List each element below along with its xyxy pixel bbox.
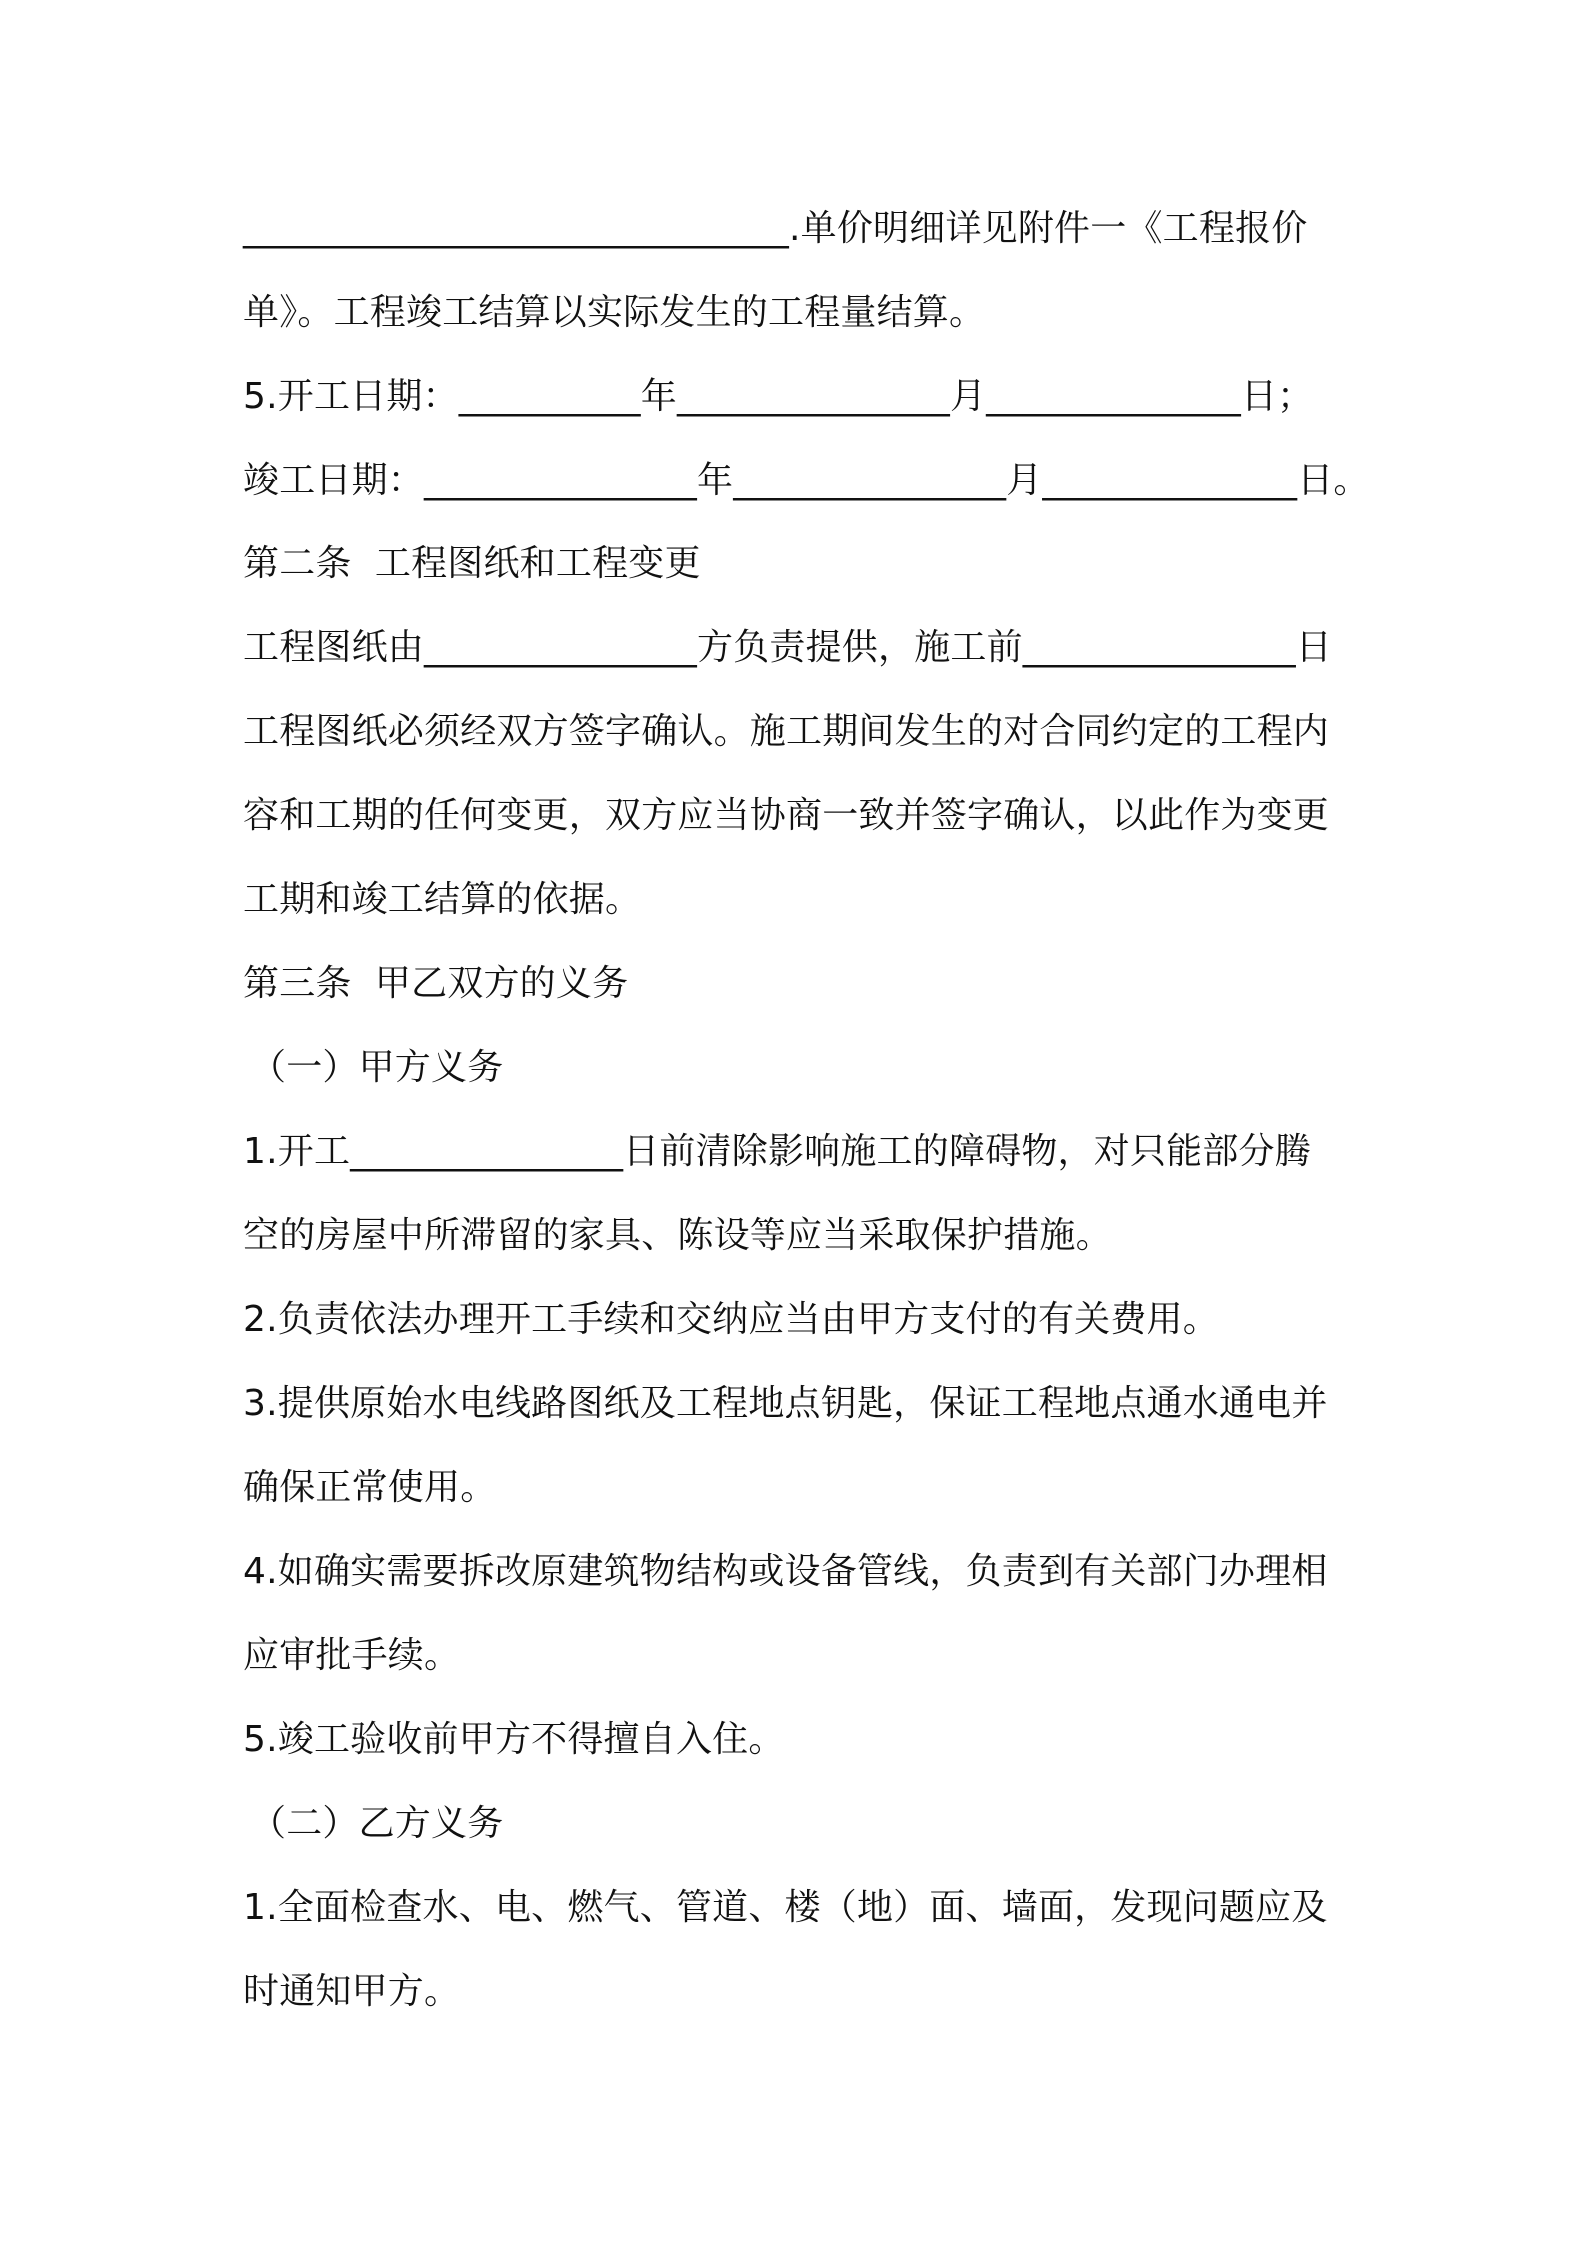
text-line: 3.提供原始水电线路图纸及工程地点钥匙，保证工程地点通水通电并: [243, 1383, 1328, 1424]
section-heading: 第三条 甲乙双方的义务: [243, 963, 629, 1004]
text-line: 4.如确实需要拆改原建筑物结构或设备管线，负责到有关部门办理相: [243, 1551, 1328, 1592]
text-line: ______________________________.单价明细详见附件一《工程报价: [243, 208, 1308, 249]
text-line: 1.全面检查水、电、燃气、管道、楼（地）面、墙面，发现问题应及: [243, 1887, 1328, 1928]
text-line: 1.开工_______________日前清除影响施工的障碍物，对只能部分腾: [243, 1131, 1311, 1172]
text-line: 2.负责依法办理开工手续和交纳应当由甲方支付的有关费用。: [243, 1299, 1219, 1340]
text-line: 单》。工程竣工结算以实际发生的工程量结算。: [243, 292, 986, 333]
text-line: 空的房屋中所滞留的家具、陈设等应当采取保护措施。: [243, 1215, 1112, 1256]
text-line: 工程图纸必须经双方签字确认。施工期间发生的对合同约定的工程内: [243, 711, 1330, 752]
text-line: 工期和竣工结算的依据。: [243, 879, 642, 920]
text-line: 5.竣工验收前甲方不得擅自入住。: [243, 1719, 785, 1760]
text-line: 时通知甲方。: [243, 1971, 461, 2012]
text-line: 应审批手续。: [243, 1635, 461, 1676]
subsection-heading: （二）乙方义务: [250, 1803, 504, 1844]
section-heading: 第二条 工程图纸和工程变更: [243, 543, 701, 584]
text-line: 竣工日期：_______________年_______________月______________日。: [243, 460, 1370, 501]
text-line: 确保正常使用。: [243, 1467, 497, 1508]
text-line: 5.开工日期：__________年_______________月______________日；: [243, 376, 1314, 417]
text-line: 容和工期的任何变更，双方应当协商一致并签字确认，以此作为变更: [243, 795, 1330, 836]
text-line: 工程图纸由_______________方负责提供，施工前_______________日: [243, 627, 1332, 668]
subsection-heading: （一）甲方义务: [250, 1047, 504, 1088]
